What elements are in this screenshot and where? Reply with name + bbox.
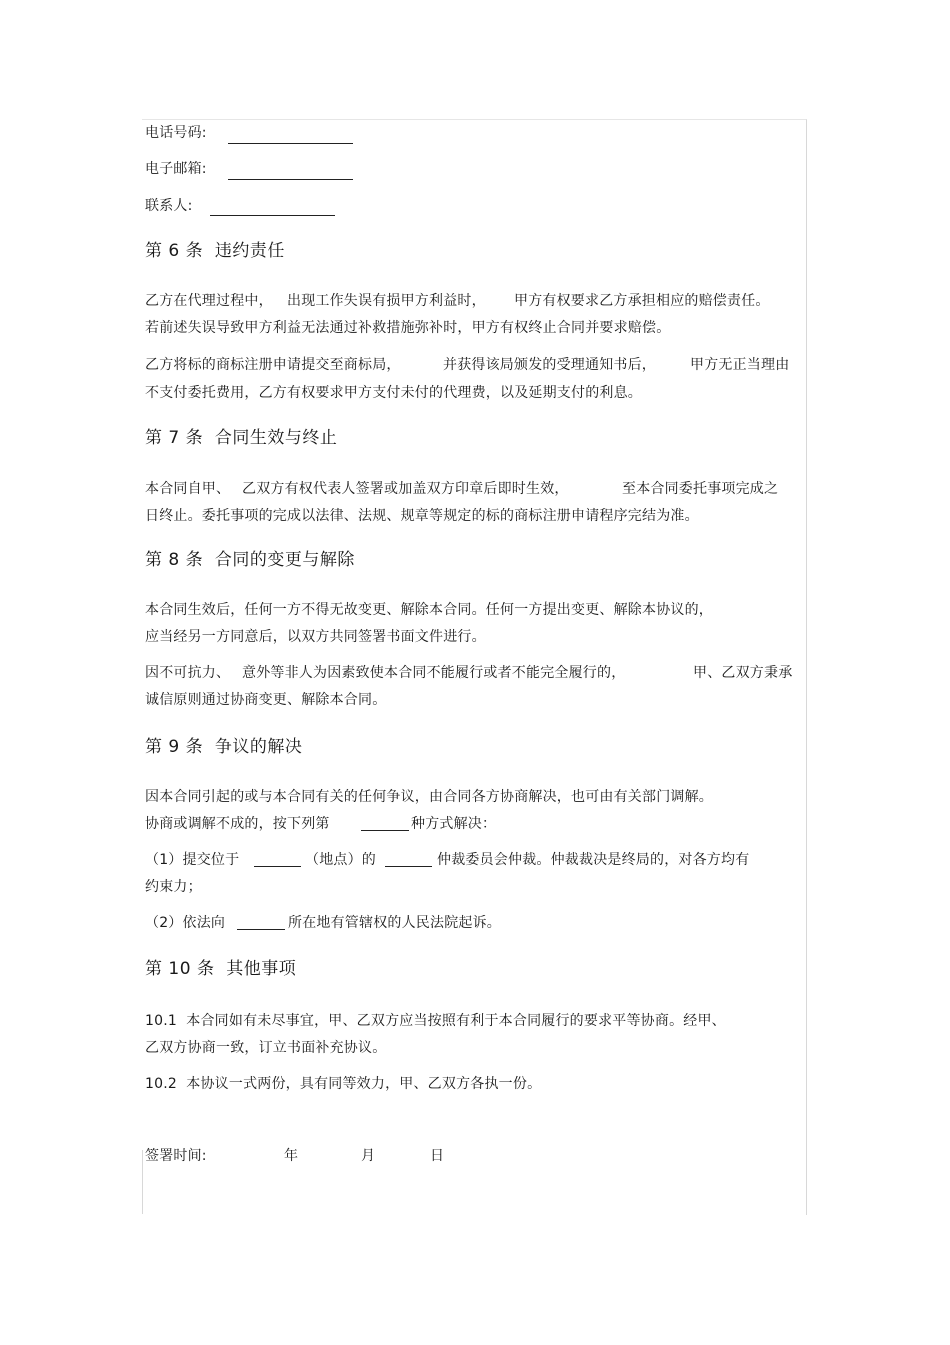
option-1-seg3: 仲裁委员会仲裁。仲裁裁决是终局的，对各方均有 bbox=[437, 852, 750, 868]
article-8-p2-seg2: 意外等非人为因素致使本合同不能履行或者不能完全履行的， bbox=[242, 665, 626, 681]
option-2-seg1: （2）依法向 bbox=[145, 915, 226, 931]
article-8-heading: 第 8 条 合同的变更与解除 bbox=[145, 550, 355, 570]
option-1-seg2: （地点）的 bbox=[305, 852, 376, 868]
page-frame-left-edge bbox=[142, 1150, 143, 1214]
contact-person-label: 联系人: bbox=[145, 198, 193, 214]
article-7-seg1: 本合同自甲、 bbox=[145, 481, 231, 497]
location-blank[interactable] bbox=[254, 866, 301, 867]
article-10-2: 10.2 本协议一式两份，具有同等效力，甲、乙双方各执一份。 bbox=[145, 1076, 542, 1092]
article-7-heading: 第 7 条 合同生效与终止 bbox=[145, 428, 338, 448]
article-6-heading: 第 6 条 违约责任 bbox=[145, 241, 285, 261]
article-9-line1: 因本合同引起的或与本合同有关的任何争议，由合同各方协商解决，也可由有关部门调解。 bbox=[145, 789, 713, 805]
article-6-p2-seg1: 乙方将标的商标注册申请提交至商标局， bbox=[145, 357, 401, 373]
option-2-seg2: 所在地有管辖权的人民法院起诉。 bbox=[288, 915, 501, 931]
article-8-p2-seg3: 甲、乙双方秉承 bbox=[693, 665, 793, 681]
article-8-p1-line2: 应当经另一方同意后，以双方共同签署书面文件进行。 bbox=[145, 629, 486, 645]
article-10-heading: 第 10 条 其他事项 bbox=[145, 959, 297, 979]
phone-label: 电话号码: bbox=[145, 125, 207, 141]
article-6-p2-seg3: 甲方无正当理由 bbox=[690, 357, 790, 373]
sign-date-label: 签署时间: bbox=[145, 1148, 207, 1164]
article-6-p1-seg2: 出现工作失误有损甲方利益时， bbox=[287, 293, 486, 309]
article-6-p2-seg2: 并获得该局颁发的受理通知书后， bbox=[443, 357, 656, 373]
article-6-p1-line2: 若前述失误导致甲方利益无法通过补救措施弥补时，甲方有权终止合同并要求赔偿。 bbox=[145, 320, 671, 336]
phone-blank[interactable] bbox=[228, 143, 353, 144]
article-6-p1-seg3: 甲方有权要求乙方承担相应的赔偿责任。 bbox=[514, 293, 770, 309]
sign-day: 日 bbox=[430, 1148, 445, 1164]
method-number-blank[interactable] bbox=[361, 830, 409, 831]
article-9-heading: 第 9 条 争议的解决 bbox=[145, 737, 303, 757]
article-6-p1-seg1: 乙方在代理过程中， bbox=[145, 293, 273, 309]
article-10-1-line1: 10.1 本合同如有未尽事宜，甲、乙双方应当按照有利于本合同履行的要求平等协商。经甲、 bbox=[145, 1013, 726, 1029]
article-8-p1-line1: 本合同生效后，任何一方不得无故变更、解除本合同。任何一方提出变更、解除本协议的， bbox=[145, 602, 713, 618]
contact-person-blank[interactable] bbox=[210, 215, 335, 216]
option-1-line2: 约束力； bbox=[145, 879, 202, 895]
article-7-seg3: 至本合同委托事项完成之 bbox=[622, 481, 779, 497]
article-7-seg2: 乙双方有权代表人签署或加盖双方印章后即时生效， bbox=[242, 481, 569, 497]
court-location-blank[interactable] bbox=[237, 929, 285, 930]
article-9-line2-seg1: 协商或调解不成的，按下列第 bbox=[145, 816, 330, 832]
option-1-seg1: （1）提交位于 bbox=[145, 852, 240, 868]
sign-month: 月 bbox=[361, 1148, 376, 1164]
article-7-line2: 日终止。委托事项的完成以法律、法规、规章等规定的标的商标注册申请程序完结为准。 bbox=[145, 508, 699, 524]
article-6-p2-line2: 不支付委托费用，乙方有权要求甲方支付未付的代理费，以及延期支付的利息。 bbox=[145, 385, 642, 401]
arbitration-commission-blank[interactable] bbox=[385, 866, 432, 867]
email-blank[interactable] bbox=[228, 179, 353, 180]
sign-year: 年 bbox=[284, 1148, 299, 1164]
email-label: 电子邮箱: bbox=[145, 161, 207, 177]
article-8-p2-seg1: 因不可抗力、 bbox=[145, 665, 231, 681]
article-10-1-line2: 乙双方协商一致，订立书面补充协议。 bbox=[145, 1040, 387, 1056]
article-8-p2-line2: 诚信原则通过协商变更、解除本合同。 bbox=[145, 692, 387, 708]
article-9-line2-seg2: 种方式解决： bbox=[411, 816, 497, 832]
